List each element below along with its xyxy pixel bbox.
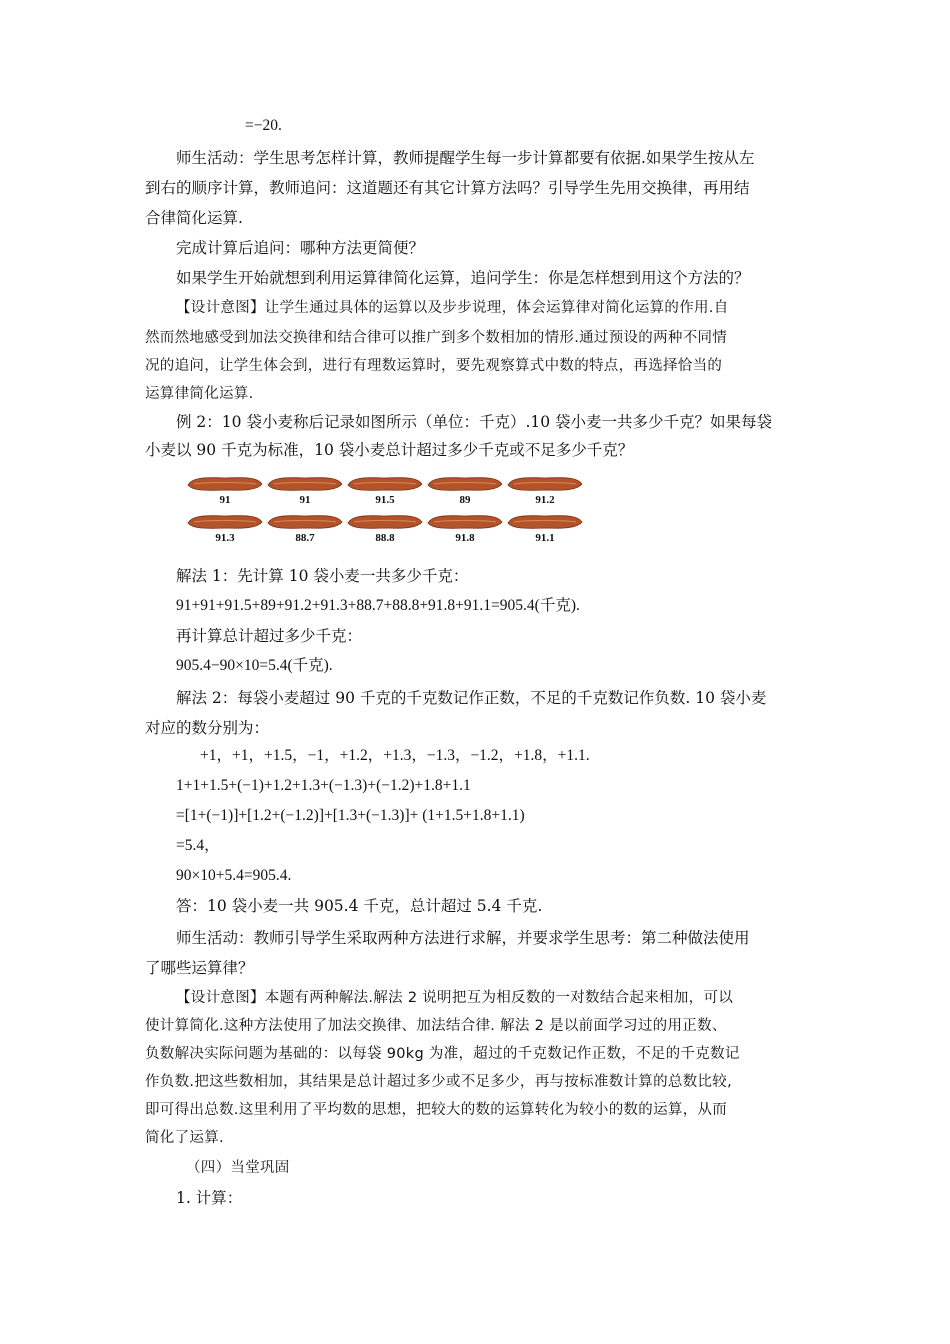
- paragraph-line: 完成计算后追问：哪种方法更简便？: [176, 239, 425, 257]
- paragraph-line: 师生活动：学生思考怎样计算，教师提醒学生每一步计算都要有依据.如果学生按从左: [176, 149, 755, 167]
- wheat-bag-weight: 91.1: [535, 532, 555, 544]
- design-intent-line: 作负数.把这些数相加，其结果是总计超过多少或不足多少，再与按标准数计算的总数比较,: [145, 1074, 733, 1090]
- equation-result: =−20.: [245, 117, 282, 134]
- paragraph-line: 如果学生开始就想到利用运算律简化运算，追问学生：你是怎样想到用这个方法的？: [176, 269, 750, 287]
- answer-line: 答：10 袋小麦一共 905.4 千克，总计超过 5.4 千克.: [176, 897, 543, 915]
- wheat-bag: [426, 514, 504, 544]
- paragraph-line: 师生活动：教师引导学生采取两种方法进行求解，并要求学生思考：第二种做法使用: [176, 929, 750, 947]
- wheat-bag-weight: 91.3: [215, 532, 235, 544]
- paragraph-line: 了哪些运算律？: [145, 959, 254, 977]
- formula-line: =[1+(−1)]+[1.2+(−1.2)]+[1.3+(−1.3)]+ (1+1.5+1.8+1.1): [176, 807, 525, 824]
- wheat-bag-icon: [346, 476, 424, 492]
- design-intent-line: 【设计意图】让学生通过具体的运算以及步步说理，体会运算律对简化运算的作用.自: [176, 300, 729, 316]
- wheat-bag-weight: 88.8: [375, 532, 395, 544]
- wheat-bag: [266, 514, 344, 544]
- design-intent-line: 况的追问，让学生体会到，进行有理数运算时，要先观察算式中数的特点，再选择恰当的: [145, 358, 723, 374]
- wheat-bag-icon: [186, 476, 264, 492]
- formula-line: 91+91+91.5+89+91.2+91.3+88.7+88.8+91.8+91.1=905.4(千克).: [176, 597, 580, 614]
- wheat-bag-weight: 91: [299, 494, 311, 506]
- exercise-line: 1. 计算：: [176, 1189, 243, 1207]
- wheat-bag-weight: 91: [219, 494, 231, 506]
- formula-line: 1+1+1.5+(−1)+1.2+1.3+(−1.3)+(−1.2)+1.8+1.1: [176, 777, 471, 794]
- wheat-bag: [346, 514, 424, 544]
- design-intent-line: 【设计意图】本题有两种解法.解法 2 说明把互为相反数的一对数结合起来相加，可以: [176, 990, 734, 1006]
- design-intent-line: 负数解决实际问题为基础的：以每袋 90kg 为准，超过的千克数记作正数，不足的千克数记: [145, 1046, 740, 1062]
- design-intent-line: 即可得出总数.这里利用了平均数的思想，把较大的数的运算转化为较小的数的运算，从而: [145, 1102, 728, 1118]
- formula-line: 90×10+5.4=905.4.: [176, 867, 292, 884]
- solution-line: 对应的数分别为：: [145, 719, 270, 737]
- example-line: 小麦以 90 千克为标准，10 袋小麦总计超过多少千克或不足多少千克？: [145, 441, 634, 459]
- design-intent-line: 简化了运算.: [145, 1130, 224, 1146]
- wheat-bag-weight: 88.7: [295, 532, 315, 544]
- formula-line: +1，+1，+1.5，−1，+1.2，+1.3，−1.3，−1.2，+1.8，+1.1.: [200, 747, 590, 764]
- wheat-bag-icon: [426, 514, 504, 530]
- wheat-bag-icon: [506, 514, 584, 530]
- wheat-bag-icon: [266, 514, 344, 530]
- wheat-bags-figure: [186, 472, 591, 550]
- solution-line: 解法 1：先计算 10 袋小麦一共多少千克：: [176, 567, 469, 585]
- section-heading: （四）当堂巩固: [186, 1160, 290, 1176]
- wheat-bag-icon: [266, 476, 344, 492]
- wheat-bag: [426, 476, 504, 506]
- wheat-bag-icon: [506, 476, 584, 492]
- wheat-bag-icon: [186, 514, 264, 530]
- wheat-bag: [506, 476, 584, 506]
- paragraph-line: 合律简化运算.: [145, 209, 243, 227]
- wheat-bag: [346, 476, 424, 506]
- wheat-bag-weight: 91.2: [535, 494, 555, 506]
- formula-line: 905.4−90×10=5.4(千克).: [176, 657, 333, 674]
- design-intent-line: 然而然地感受到加法交换律和结合律可以推广到多个数相加的情形.通过预设的两种不同情: [145, 330, 728, 346]
- formula-line: =5.4，: [176, 837, 220, 854]
- design-intent-line: 运算律简化运算.: [145, 386, 254, 402]
- wheat-bag: [266, 476, 344, 506]
- design-intent-line: 使计算简化.这种方法使用了加法交换律、加法结合律. 解法 2 是以前面学习过的用正数、: [145, 1018, 727, 1034]
- example-line: 例 2：10 袋小麦称后记录如图所示（单位：千克）.10 袋小麦一共多少千克？如果每袋: [176, 413, 773, 431]
- wheat-bag-weight: 91.8: [455, 532, 475, 544]
- solution-line: 解法 2：每袋小麦超过 90 千克的千克数记作正数，不足的千克数记作负数. 10 袋小麦: [176, 689, 767, 707]
- wheat-bag-weight: 91.5: [375, 494, 395, 506]
- wheat-bag-icon: [346, 514, 424, 530]
- wheat-bag-icon: [426, 476, 504, 492]
- paragraph-line: 到右的顺序计算，教师追问：这道题还有其它计算方法吗？引导学生先用交换律，再用结: [145, 179, 750, 197]
- solution-line: 再计算总计超过多少千克：: [176, 627, 363, 645]
- wheat-bag: [186, 514, 264, 544]
- wheat-bag: [506, 514, 584, 544]
- wheat-bag: [186, 476, 264, 506]
- wheat-bag-weight: 89: [459, 494, 471, 506]
